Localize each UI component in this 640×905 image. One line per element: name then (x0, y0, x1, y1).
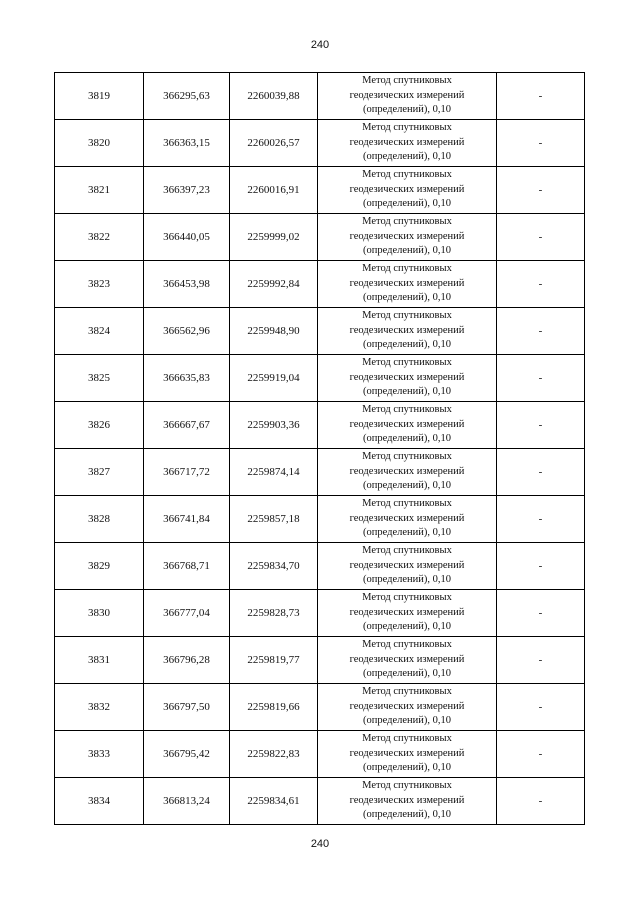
note-cell: - (497, 543, 585, 590)
method-line: (определений), 0,10 (362, 527, 452, 539)
method-line: Метод спутниковых (362, 592, 452, 604)
method-line: Метод спутниковых (362, 216, 452, 228)
table-row (55, 778, 585, 825)
point-number-cell: 3823 (55, 261, 144, 308)
method-line: (определений), 0,10 (362, 245, 452, 257)
note-cell: - (497, 120, 585, 167)
note-cell: - (497, 778, 585, 825)
method-line: геодезических измерений (349, 606, 465, 618)
x-coordinate-cell: 366813,24 (144, 778, 230, 825)
method-line: геодезических измерений (349, 512, 465, 524)
note-cell: - (497, 261, 585, 308)
note-cell: - (497, 590, 585, 637)
method-line: (определений), 0,10 (362, 151, 452, 163)
method-line: геодезических измерений (349, 747, 465, 759)
y-coordinate-cell: 2259992,84 (230, 261, 318, 308)
y-coordinate-cell: 2259919,04 (230, 355, 318, 402)
x-coordinate-cell: 366440,05 (144, 214, 230, 261)
method-cell (318, 261, 497, 308)
method-line: Метод спутниковых (362, 404, 452, 416)
note-cell: - (497, 167, 585, 214)
x-coordinate-cell: 366777,04 (144, 590, 230, 637)
table-row (55, 261, 585, 308)
method-line: геодезических измерений (349, 465, 465, 477)
x-coordinate-cell: 366562,96 (144, 308, 230, 355)
method-cell (318, 402, 497, 449)
point-number-cell: 3829 (55, 543, 144, 590)
x-coordinate-cell: 366797,50 (144, 684, 230, 731)
note-cell: - (497, 449, 585, 496)
method-cell (318, 778, 497, 825)
method-cell (318, 355, 497, 402)
x-coordinate-cell: 366397,23 (144, 167, 230, 214)
point-number-cell: 3824 (55, 308, 144, 355)
point-number-cell: 3828 (55, 496, 144, 543)
method-cell (318, 120, 497, 167)
point-number-cell: 3827 (55, 449, 144, 496)
x-coordinate-cell: 366717,72 (144, 449, 230, 496)
method-line: Метод спутниковых (362, 733, 452, 745)
method-line: (определений), 0,10 (362, 574, 452, 586)
method-line: Метод спутниковых (362, 686, 452, 698)
method-line: Метод спутниковых (362, 498, 452, 510)
y-coordinate-cell: 2259822,83 (230, 731, 318, 778)
x-coordinate-cell: 366795,42 (144, 731, 230, 778)
point-number-cell: 3834 (55, 778, 144, 825)
x-coordinate-cell: 366635,83 (144, 355, 230, 402)
table-row (55, 355, 585, 402)
y-coordinate-cell: 2260039,88 (230, 73, 318, 120)
method-line: (определений), 0,10 (362, 198, 452, 210)
method-cell (318, 308, 497, 355)
y-coordinate-cell: 2260016,91 (230, 167, 318, 214)
note-cell: - (497, 73, 585, 120)
method-line: Метод спутниковых (362, 451, 452, 463)
method-line: геодезических измерений (349, 89, 465, 101)
page-number-bottom: 240 (310, 838, 330, 850)
method-line: геодезических измерений (349, 136, 465, 148)
coordinates-table (54, 72, 585, 825)
note-cell: - (497, 402, 585, 449)
point-number-cell: 3825 (55, 355, 144, 402)
method-cell (318, 449, 497, 496)
x-coordinate-cell: 366363,15 (144, 120, 230, 167)
method-line: (определений), 0,10 (362, 292, 452, 304)
table-row (55, 120, 585, 167)
method-line: Метод спутниковых (362, 310, 452, 322)
method-cell (318, 214, 497, 261)
method-cell (318, 637, 497, 684)
table-row (55, 308, 585, 355)
method-line: (определений), 0,10 (362, 433, 452, 445)
method-cell (318, 684, 497, 731)
x-coordinate-cell: 366453,98 (144, 261, 230, 308)
point-number-cell: 3826 (55, 402, 144, 449)
method-line: Метод спутниковых (362, 357, 452, 369)
method-line: геодезических измерений (349, 418, 465, 430)
method-line: геодезических измерений (349, 277, 465, 289)
table-row (55, 449, 585, 496)
method-line: (определений), 0,10 (362, 480, 452, 492)
x-coordinate-cell: 366741,84 (144, 496, 230, 543)
method-line: геодезических измерений (349, 559, 465, 571)
note-cell: - (497, 496, 585, 543)
y-coordinate-cell: 2260026,57 (230, 120, 318, 167)
table-row (55, 214, 585, 261)
y-coordinate-cell: 2259874,14 (230, 449, 318, 496)
y-coordinate-cell: 2259834,61 (230, 778, 318, 825)
point-number-cell: 3819 (55, 73, 144, 120)
method-line: Метод спутниковых (362, 639, 452, 651)
x-coordinate-cell: 366667,67 (144, 402, 230, 449)
method-line: (определений), 0,10 (362, 621, 452, 633)
point-number-cell: 3831 (55, 637, 144, 684)
method-line: (определений), 0,10 (362, 386, 452, 398)
method-cell (318, 73, 497, 120)
note-cell: - (497, 308, 585, 355)
point-number-cell: 3820 (55, 120, 144, 167)
y-coordinate-cell: 2259819,77 (230, 637, 318, 684)
table-row (55, 590, 585, 637)
note-cell: - (497, 637, 585, 684)
method-line: геодезических измерений (349, 653, 465, 665)
point-number-cell: 3833 (55, 731, 144, 778)
y-coordinate-cell: 2259819,66 (230, 684, 318, 731)
table-row (55, 73, 585, 120)
y-coordinate-cell: 2259903,36 (230, 402, 318, 449)
method-line: Метод спутниковых (362, 122, 452, 134)
method-line: (определений), 0,10 (362, 668, 452, 680)
page-number-top: 240 (310, 39, 330, 51)
method-line: геодезических измерений (349, 794, 465, 806)
method-line: геодезических измерений (349, 371, 465, 383)
method-line: (определений), 0,10 (362, 339, 452, 351)
method-cell (318, 167, 497, 214)
method-cell (318, 543, 497, 590)
method-line: геодезических измерений (349, 700, 465, 712)
y-coordinate-cell: 2259857,18 (230, 496, 318, 543)
table-row (55, 684, 585, 731)
point-number-cell: 3822 (55, 214, 144, 261)
method-cell (318, 731, 497, 778)
table-row (55, 637, 585, 684)
y-coordinate-cell: 2259999,02 (230, 214, 318, 261)
method-line: (определений), 0,10 (362, 104, 452, 116)
table-row (55, 167, 585, 214)
method-line: Метод спутниковых (362, 263, 452, 275)
method-line: геодезических измерений (349, 230, 465, 242)
y-coordinate-cell: 2259948,90 (230, 308, 318, 355)
method-line: Метод спутниковых (362, 545, 452, 557)
y-coordinate-cell: 2259834,70 (230, 543, 318, 590)
table-row (55, 402, 585, 449)
x-coordinate-cell: 366295,63 (144, 73, 230, 120)
point-number-cell: 3832 (55, 684, 144, 731)
method-line: (определений), 0,10 (362, 762, 452, 774)
method-line: (определений), 0,10 (362, 809, 452, 821)
note-cell: - (497, 214, 585, 261)
x-coordinate-cell: 366796,28 (144, 637, 230, 684)
method-line: геодезических измерений (349, 324, 465, 336)
point-number-cell: 3830 (55, 590, 144, 637)
table-row (55, 543, 585, 590)
note-cell: - (497, 355, 585, 402)
note-cell: - (497, 731, 585, 778)
point-number-cell: 3821 (55, 167, 144, 214)
table-row (55, 496, 585, 543)
method-cell (318, 590, 497, 637)
method-line: Метод спутниковых (362, 169, 452, 181)
x-coordinate-cell: 366768,71 (144, 543, 230, 590)
note-cell: - (497, 684, 585, 731)
method-cell (318, 496, 497, 543)
method-line: (определений), 0,10 (362, 715, 452, 727)
method-line: геодезических измерений (349, 183, 465, 195)
table-row (55, 731, 585, 778)
method-line: Метод спутниковых (362, 75, 452, 87)
method-line: Метод спутниковых (362, 780, 452, 792)
y-coordinate-cell: 2259828,73 (230, 590, 318, 637)
